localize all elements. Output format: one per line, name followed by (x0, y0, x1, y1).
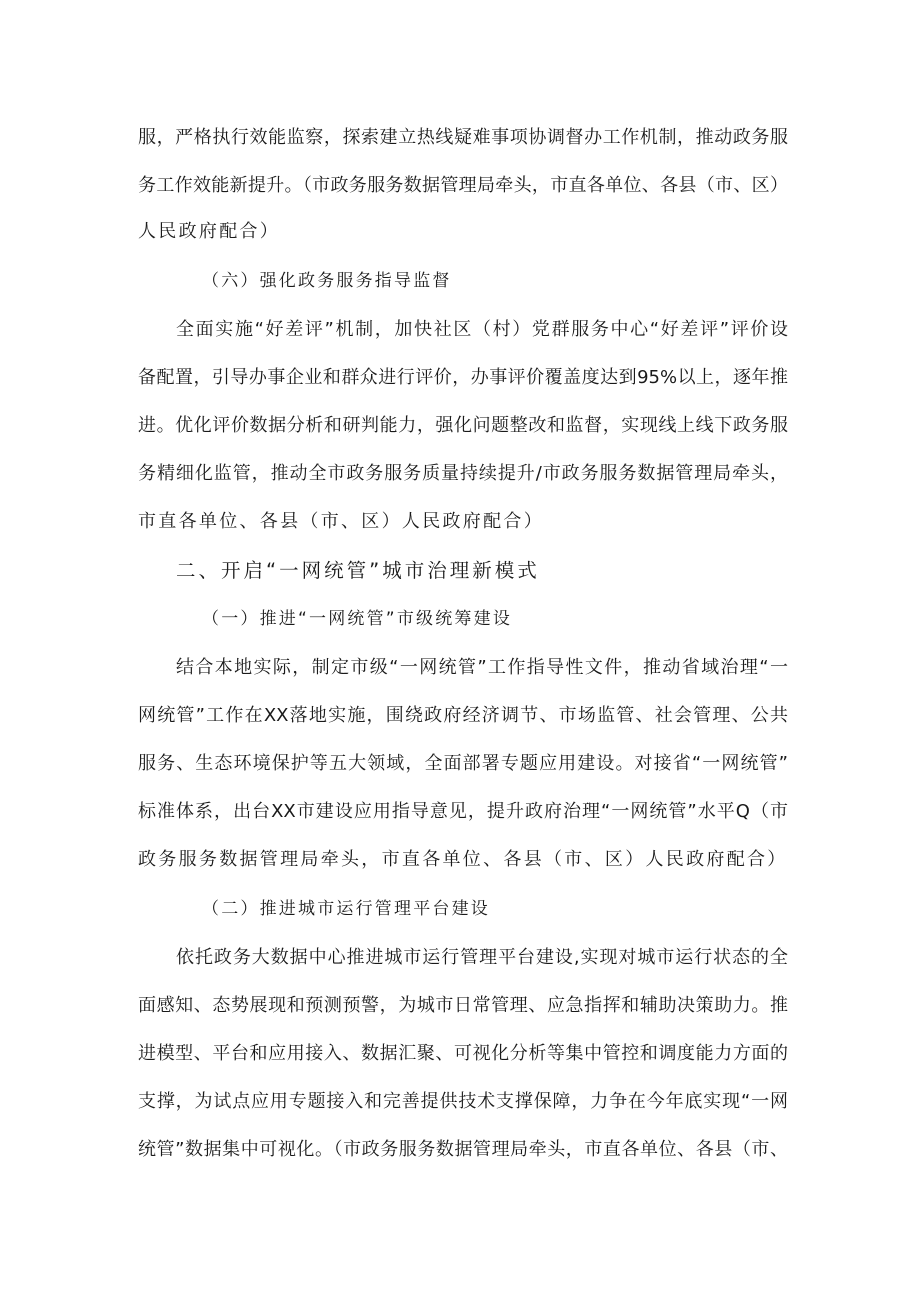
paragraph-line: 政务服务数据管理局牵头，市直各单位、各县（市、区）人民政府配合） (138, 849, 788, 870)
paragraph-line: 务工作效能新提升。（市政务服务数据管理局牵头，市直各单位、各县（市、区） (138, 175, 788, 196)
paragraph-line: 市直各单位、各县（市、区）人民政府配合） (138, 511, 544, 532)
paragraph-line: 进。优化评价数据分析和研判能力，强化问题整改和监督，实现线上线下政务服 (138, 415, 788, 436)
paragraph-line: 人民政府配合） (138, 221, 281, 242)
chapter-heading: 二、开启“一网统管”城市治理新模式 (176, 559, 540, 582)
paragraph-line: 面感知、态势展现和预测预警，为城市日常管理、应急指挥和辅助决策助力。推 (138, 995, 788, 1016)
paragraph-line: 全面实施“好差评”机制，加快社区（村）党群服务中心“好差评”评价设 (176, 319, 788, 340)
paragraph-line: 依托政务大数据中心推进城市运行管理平台建设,实现对城市运行状态的全 (176, 947, 788, 968)
paragraph-line: 网统管”工作在XX落地实施，围绕政府经济调节、市场监管、社会管理、公共 (138, 705, 788, 726)
paragraph-line: 务精细化监管，推动全市政务服务质量持续提升/市政务服务数据管理局牵头， (138, 463, 788, 484)
section-heading: （一）推进“一网统管”市级统筹建设 (202, 609, 513, 629)
section-heading: （六）强化政务服务指导监督 (202, 271, 452, 291)
paragraph-line: 支撑，为试点应用专题接入和完善提供技术支撑保障，力争在今年底实现“一网 (138, 1091, 788, 1112)
paragraph-line: 服务、生态环境保护等五大领域，全面部署专题应用建设。对接省“一网统管” (138, 753, 788, 774)
paragraph-line: 结合本地实际，制定市级“一网统管”工作指导性文件，推动省域治理“一 (176, 657, 788, 678)
paragraph-line: 进模型、平台和应用接入、数据汇聚、可视化分析等集中管控和调度能力方面的 (138, 1043, 788, 1064)
paragraph-line: 备配置，引导办事企业和群众进行评价，办事评价覆盖度达到95%以上，逐年推 (138, 367, 788, 388)
paragraph-line: 统管”数据集中可视化。（市政务服务数据管理局牵头，市直各单位、各县（市、 (138, 1139, 788, 1160)
paragraph-line: 标准体系，出台XX市建设应用指导意见，提升政府治理“一网统管”水平Q（市 (138, 801, 788, 822)
section-heading: （二）推进城市运行管理平台建设 (202, 899, 490, 919)
paragraph-line: 服，严格执行效能监察，探索建立热线疑难事项协调督办工作机制，推动政务服 (138, 127, 788, 148)
